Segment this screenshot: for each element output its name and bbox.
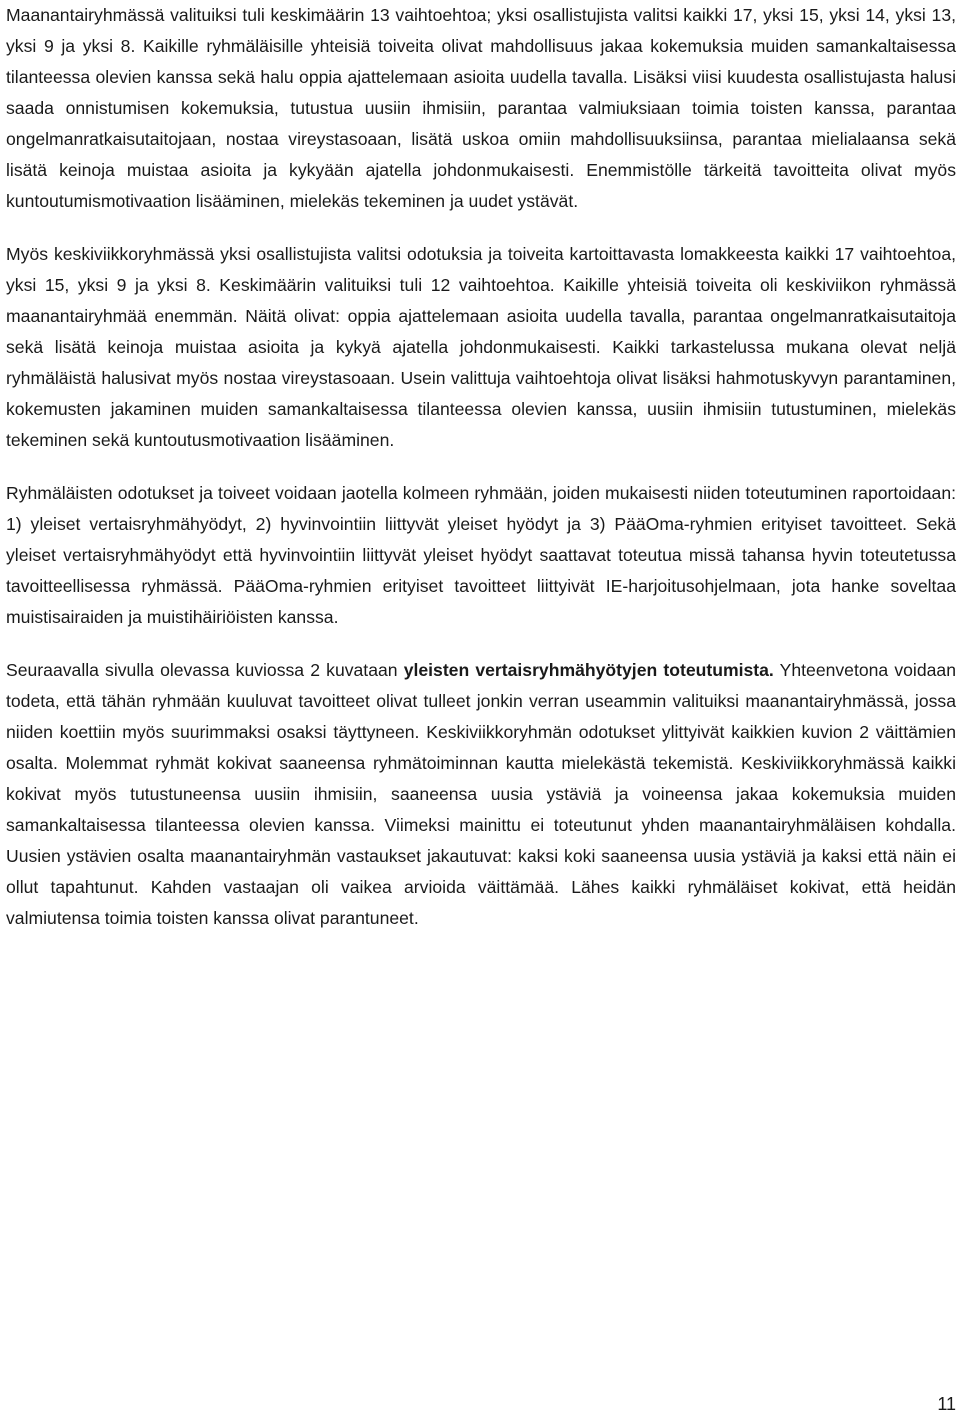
page-number: 11	[937, 1394, 956, 1414]
bold-phrase: yleisten vertaisryhmähyötyjen toteutumista.	[403, 660, 774, 680]
document-page	[6, 0, 956, 934]
paragraph-text-after-bold: Yhteenvetona voidaan todeta, että tähän ryhmään kuuluvat tavoitteet olivat tulleet jonkin verran useammin valituiksi maanantairyhmässä, jossa niiden koettiin myös suurimmaksi osaksi täyttyneen. Keskiviikkoryhmän odotukset ylittyivät kaikkien kuvion 2 väittämien osalta. Molemmat ryhmät kokivat saaneensa ryhmätoiminnan kautta mielekästä tekemistä. Keskiviikkoryhmässä kaikki kokivat myös tutustuneensa uusiin ihmisiin, saaneensa uusia ystäviä ja voineensa jakaa kokemuksia muiden samankaltaisessa tilanteessa olevien kanssa. Viimeksi mainittu ei toteutunut yhden maanantairyhmäläisen kohdalla. Uusien ystävien osalta maanantairyhmän vastaukset jakautuvat: kaksi koki saaneensa uusia ystäviä ja kaksi että näin ei ollut tapahtunut. Kahden vastaajan oli vaikea arvioida väittämää. Lähes kaikki ryhmäläiset kokivat, että heidän valmiutensa toimia toisten kanssa olivat parantuneet.	[6, 660, 956, 928]
paragraph-expectation-categories: Ryhmäläisten odotukset ja toiveet voidaan jaotella kolmeen ryhmään, joiden mukaisesti niiden toteutuminen raportoidaan: 1) yleiset vertaisryhmähyödyt, 2) hyvinvointiin liittyvät yleiset hyödyt ja 3) PääOma-ryhmien erityiset tavoitteet. Sekä yleiset vertaisryhmähyödyt että hyvinvointiin liittyvät yleiset hyödyt saattavat toteutua missä tahansa hyvin toteutetussa tavoitteellisessa ryhmässä. PääOma-ryhmien erityiset tavoitteet liittyivät IE-harjoitusohjelmaan, jota hanke soveltaa muistisairaiden ja muistihäiriöisten kanssa.	[6, 483, 956, 627]
paragraph-peer-group-benefits	[6, 655, 956, 934]
paragraph-text-before-bold: Seuraavalla sivulla olevassa kuviossa 2 kuvataan	[6, 660, 404, 680]
paragraph-wednesday-group-expectations: Myös keskiviikkoryhmässä yksi osallistujista valitsi odotuksia ja toiveita kartoittavasta lomakkeesta kaikki 17 vaihtoehtoa, yksi 15, yksi 9 ja yksi 8. Keskimäärin valituiksi tuli 12 vaihtoehtoa. Kaikille yhteisiä toiveita oli keskiviikon ryhmässä maanantairyhmää enemmän. Näitä olivat: oppia ajattelemaan asioita uudella tavalla, parantaa ongelmanratkaisutaitoja sekä lisätä keinoja muistaa asioita ja kykyä ajatella johdonmukaisesti. Kaikki tarkastelussa mukana olevat neljä ryhmäläistä halusivat myös nostaa vireystasoaan. Usein valittuja vaihtoehtoja olivat lisäksi hahmotuskyvyn parantaminen, kokemusten jakaminen muiden samankaltaisessa tilanteessa olevien kanssa, uusiin ihmisiin tutustuminen, mielekäs tekeminen sekä kuntoutusmotivaation lisääminen.	[6, 244, 956, 450]
paragraph-monday-group-expectations: Maanantairyhmässä valituiksi tuli keskimäärin 13 vaihtoehtoa; yksi osallistujista valitsi kaikki 17, yksi 15, yksi 14, yksi 13, yksi 9 ja yksi 8. Kaikille ryhmäläisille yhteisiä toiveita olivat mahdollisuus jakaa kokemuksia muiden samankaltaisessa tilanteessa olevien kanssa sekä halu oppia ajattelemaan asioita uudella tavalla. Lisäksi viisi kuudesta osallistujasta halusi saada onnistumisen kokemuksia, tutustua uusiin ihmisiin, parantaa valmiuksiaan toimia toisten kanssa, parantaa ongelmanratkaisutaitojaan, nostaa vireystasoaan, lisätä uskoa omiin mahdollisuuksiinsa, parantaa mielialaansa sekä lisätä keinoja muistaa asioita ja kykyään ajatella johdonmukaisesti. Enemmistölle tärkeitä tavoitteita olivat myös kuntoutumismotivaation lisääminen, mielekäs tekeminen ja uudet ystävät.	[6, 5, 956, 211]
